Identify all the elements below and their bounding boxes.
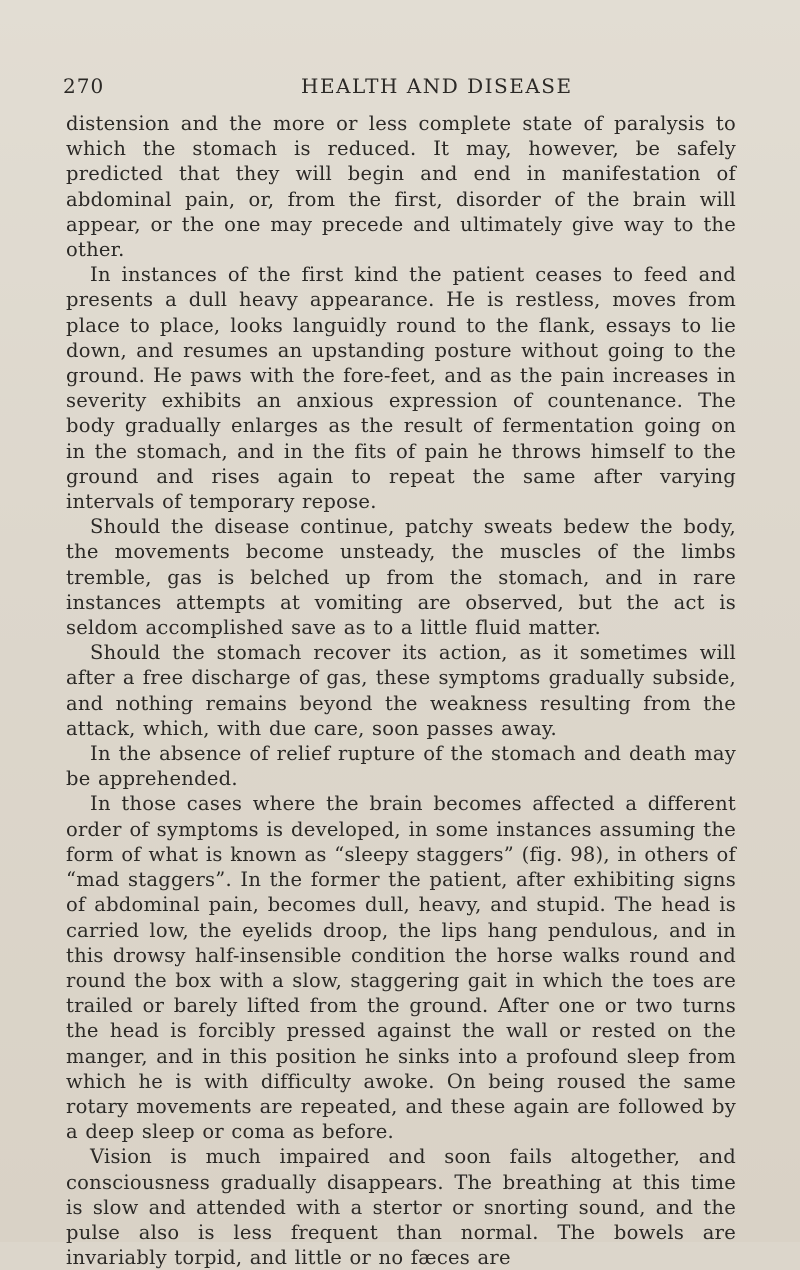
page-number: 270 (63, 74, 105, 98)
paragraph: In instances of the first kind the patient ceases to feed and presents a dull heavy appearance. He is restless, moves from place to place, looks languidly round to the flank, essays to lie down, and resumes an upstanding posture without going to the ground. He paws with the fore-feet, and as the pain increases in severity exhibits an anxious expression of countenance. The body gradually enlarges as the result of fermentation going on in the stomach, and in the fits of pain he throws himself to the ground and rises again to repeat the same after varying intervals of temporary repose. (66, 263, 736, 514)
page-header (63, 74, 730, 104)
paragraph: In the absence of relief rupture of the stomach and death may be apprehended. (66, 742, 736, 791)
body-text (66, 111, 736, 1270)
running-head: HEALTH AND DISEASE (301, 74, 573, 98)
paragraph: Should the disease continue, patchy sweats bedew the body, the movements become unsteady, the muscles of the limbs tremble, gas is belched up from the stomach, and in rare instances attempts at vomiting are observed, but the act is seldom accomplished save as to a little fluid matter. (66, 515, 736, 640)
paragraph-continued: distension and the more or less complete state of paralysis to which the stomach is reduced. It may, however, be safely predicted that they will begin and end in manifestation of abdominal pain, or, from the first, disorder of the brain will appear, or the one may precede and ultimately give way to the other. (66, 112, 736, 262)
paragraph: Vision is much impaired and soon fails altogether, and consciousness gradually disappears. The breathing at this time is slow and attended with a stertor or snorting sound, and the pulse also is less frequent than normal. The bowels are invariably torpid, and little or no fæces are (66, 1145, 736, 1270)
paragraph: In those cases where the brain becomes affected a different order of symptoms is developed, in some instances assuming the form of what is known as “sleepy staggers” (fig. 98), in others of “mad staggers”. In the former the patient, after exhibiting signs of abdominal pain, becomes dull, heavy, and stupid. The head is carried low, the eyelids droop, the lips hang pendulous, and in this drowsy half-insensible condition the horse walks round and round the box with a slow, staggering gait in which the toes are trailed or barely lifted from the ground. After one or two turns the head is forcibly pressed against the wall or rested on the manger, and in this position he sinks into a profound sleep from which he is with difficulty awoke. On being roused the same rotary movements are repeated, and these again are followed by a deep sleep or coma as before. (66, 792, 736, 1144)
paragraph: Should the stomach recover its action, as it sometimes will after a free discharge of gas, these symptoms gradually subside, and nothing remains beyond the weakness resulting from the attack, which, with due care, soon passes away. (66, 641, 736, 740)
